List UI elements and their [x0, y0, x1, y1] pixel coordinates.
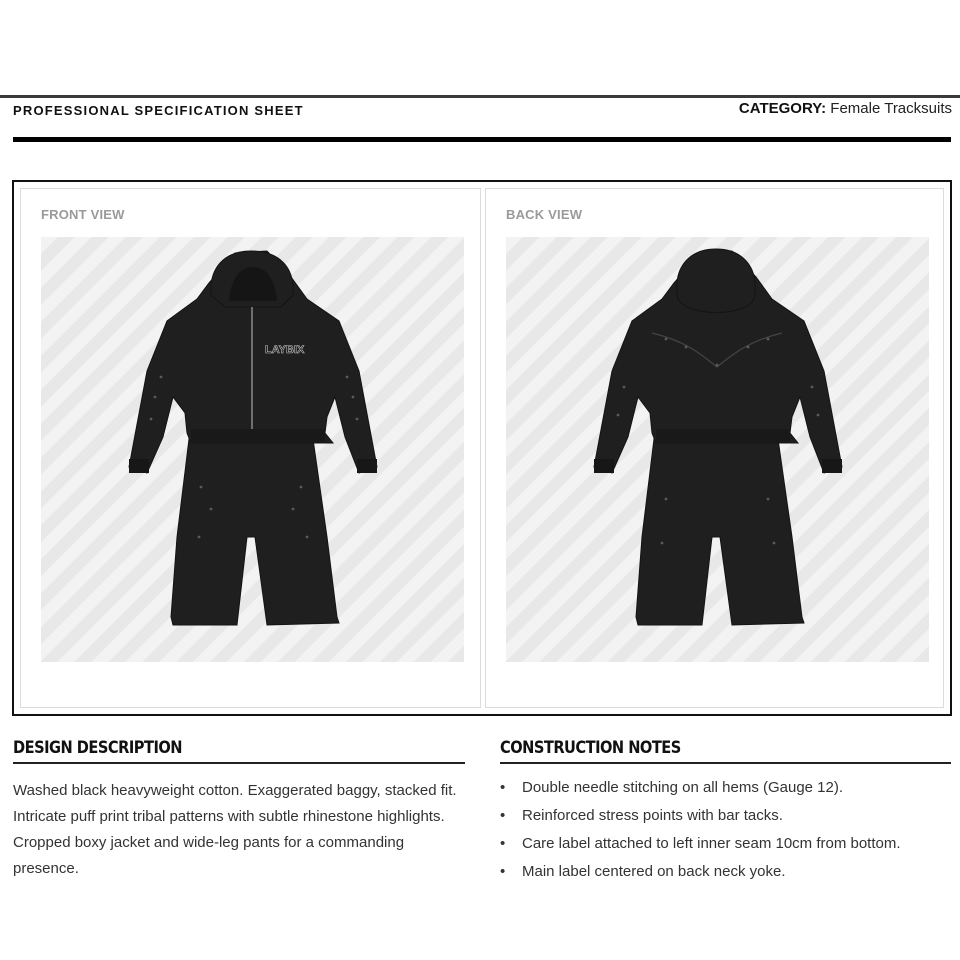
top-divider: [0, 95, 960, 98]
design-description-title: DESIGN DESCRIPTION: [13, 738, 183, 758]
back-view-image: [506, 237, 929, 662]
construction-notes-title: CONSTRUCTION NOTES: [500, 738, 681, 758]
list-item: • Reinforced stress points with bar tacks.: [500, 802, 951, 830]
back-tracksuit-illustration: [506, 237, 929, 662]
front-tracksuit-illustration: [41, 237, 464, 662]
construction-notes-rule: [500, 762, 951, 764]
views-frame: [12, 180, 952, 716]
construction-notes-list: [500, 774, 951, 886]
category-value: Female Tracksuits: [830, 100, 952, 117]
front-view-image: [41, 237, 464, 662]
construction-notes-section: [500, 738, 951, 886]
category: [739, 100, 952, 117]
category-label: CATEGORY:: [738, 100, 827, 117]
bullet-icon: •: [500, 807, 506, 824]
list-item: • Main label centered on back neck yoke.: [500, 858, 951, 886]
back-view-panel: [485, 188, 944, 708]
list-item: • Care label attached to left inner seam 10cm from bottom.: [500, 830, 951, 858]
list-item: • Double needle stitching on all hems (Gauge 12).: [500, 774, 951, 802]
front-logo-text: LAYBIX: [265, 344, 305, 356]
bullet-icon: •: [500, 863, 506, 880]
design-description-text: Washed black heavyweight cotton. Exaggerated baggy, stacked fit. Intricate puff print tribal patterns with subtle rhinestone highlights. Cropped boxy jacket and wide-leg pants for a commanding presence.: [13, 782, 457, 877]
bullet-icon: •: [500, 779, 506, 796]
front-view-panel: [20, 188, 481, 708]
front-view-label: FRONT VIEW: [41, 207, 125, 222]
bullet-icon: •: [500, 835, 506, 852]
back-view-label: BACK VIEW: [506, 207, 583, 222]
design-description-section: [13, 738, 465, 882]
header-divider: [13, 137, 951, 142]
sheet-title: PROFESSIONAL SPECIFICATION SHEET: [13, 103, 304, 118]
design-description-rule: [13, 762, 465, 764]
